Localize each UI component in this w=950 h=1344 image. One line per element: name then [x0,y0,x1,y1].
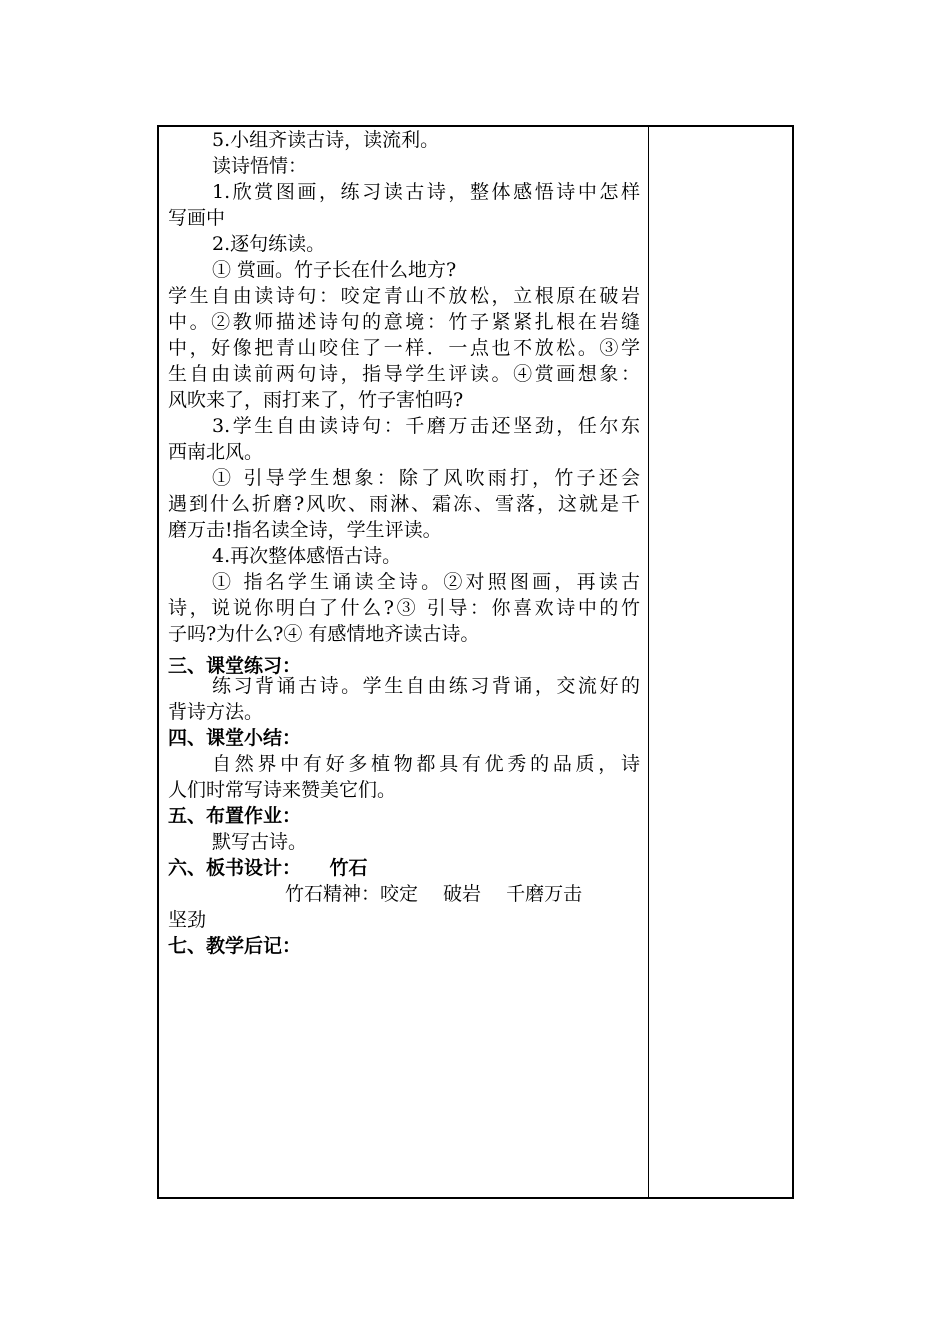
lesson-plan-table [157,125,794,1199]
text-line: 4.再次整体感悟古诗。 [212,545,402,567]
text-line: 西南北风。 [168,441,264,463]
text-line: 坚劲 [168,909,207,931]
text-line: 1.欣赏图画，练习读古诗，整体感悟诗中怎样 [212,181,640,203]
text-line: 磨万击!指名读全诗，学生评读。 [168,519,442,541]
text-line: 练习背诵古诗。学生自由练习背诵，交流好的 [212,675,640,697]
text-line: 默写古诗。 [212,831,308,853]
section-heading-reflection: 七、教学后记： [168,935,302,957]
text-line: 学生自由读诗句：咬定青山不放松，立根原在破岩 [168,285,640,307]
text-line: 5.小组齐读古诗，读流利。 [212,129,440,151]
text-line: ① 引导学生想象：除了风吹雨打，竹子还会 [212,467,640,489]
text-line: 读诗悟情： [212,155,308,177]
section-heading-homework: 五、布置作业： [168,805,302,827]
text-line: 生自由读前两句诗，指导学生评读。④赏画想象： [168,363,640,385]
column-divider [648,127,649,1197]
text-line: 3.学生自由读诗句：千磨万击还坚劲，任尔东 [212,415,640,437]
text-line: 诗，说说你明白了什么?③ 引导：你喜欢诗中的竹 [168,597,640,619]
text-line: 竹石精神：咬定 破岩 千磨万击 [285,883,583,905]
text-line: ① 赏画。竹子长在什么地方? [212,259,457,281]
text-line: 中，好像把青山咬住了一样．一点也不放松。③学 [168,337,640,359]
section-heading-board-design: 六、板书设计： 竹石 [168,857,368,879]
text-line: ① 指名学生诵读全诗。②对照图画，再读古 [212,571,640,593]
text-line: 中。②教师描述诗句的意境：竹子紧紧扎根在岩缝 [168,311,640,333]
text-line: 子吗?为什么?④ 有感情地齐读古诗。 [168,623,480,645]
text-line: 2.逐句练读。 [212,233,326,255]
text-line: 人们时常写诗来赞美它们。 [168,779,397,801]
section-heading-practice: 三、课堂练习： [168,655,302,677]
text-line: 自然界中有好多植物都具有优秀的品质，诗 [212,753,640,775]
text-line: 写画中 [168,207,226,229]
section-heading-summary: 四、课堂小结： [168,727,302,749]
text-line: 背诗方法。 [168,701,264,723]
text-line: 风吹来了，雨打来了，竹子害怕吗? [168,389,464,411]
text-line: 遇到什么折磨?风吹、雨淋、霜冻、雪落，这就是千 [168,493,640,515]
